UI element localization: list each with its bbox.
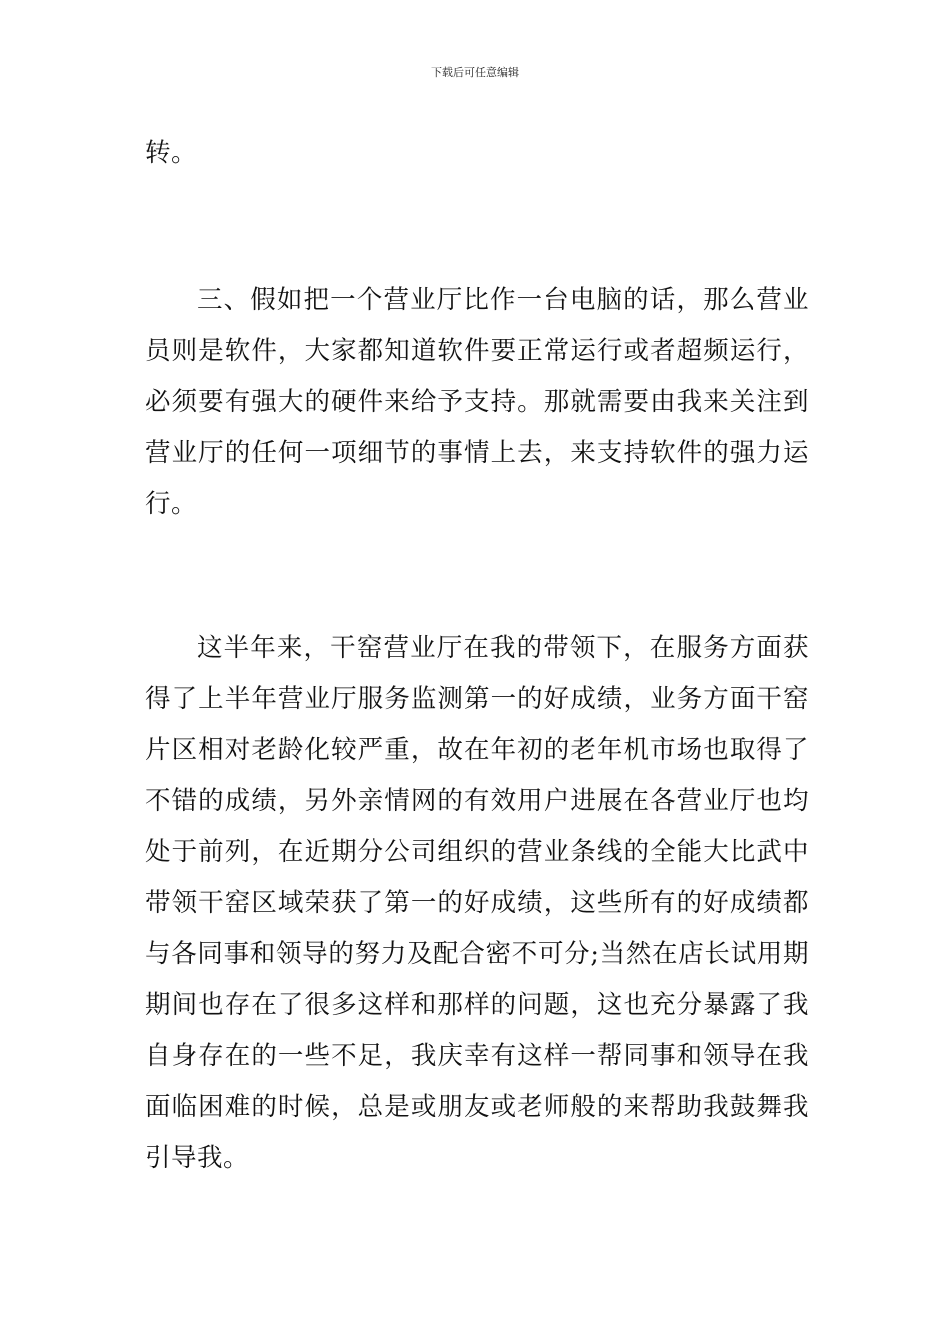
paragraph-continuation: 转。 — [145, 138, 198, 168]
header-note: 下载后可任意编辑 — [431, 66, 519, 79]
paragraph-half-year-review: 这半年来，干窑营业厅在我的带领下，在服务方面获得了上半年营业厅服务监测第一的好成绩，业务方面干窑片区相对老龄化较严重，故在年初的老年机市场也取得了不错的成绩，另外亲情网的有效用户进展在各营业厅也均处于前列，在近期分公司组织的营业条线的全能大比武中带领干窑区域荣获了第一的好成绩，这些所有的好成绩都与各同事和领导的努力及配合密不可分;当然在店长试用期期间也存在了很多这样和那样的问题，这也充分暴露了我自身存在的一些不足，我庆幸有这样一帮同事和领导在我面临困难的时候，总是或朋友或老师般的来帮助我鼓舞我引导我。 — [145, 633, 809, 1173]
paragraph-section-three: 三、假如把一个营业厅比作一台电脑的话，那么营业员则是软件，大家都知道软件要正常运行或者超频运行，必须要有强大的硬件来给予支持。那就需要由我来关注到营业厅的任何一项细节的事情上去，来支持软件的强力运行。 — [145, 285, 809, 519]
